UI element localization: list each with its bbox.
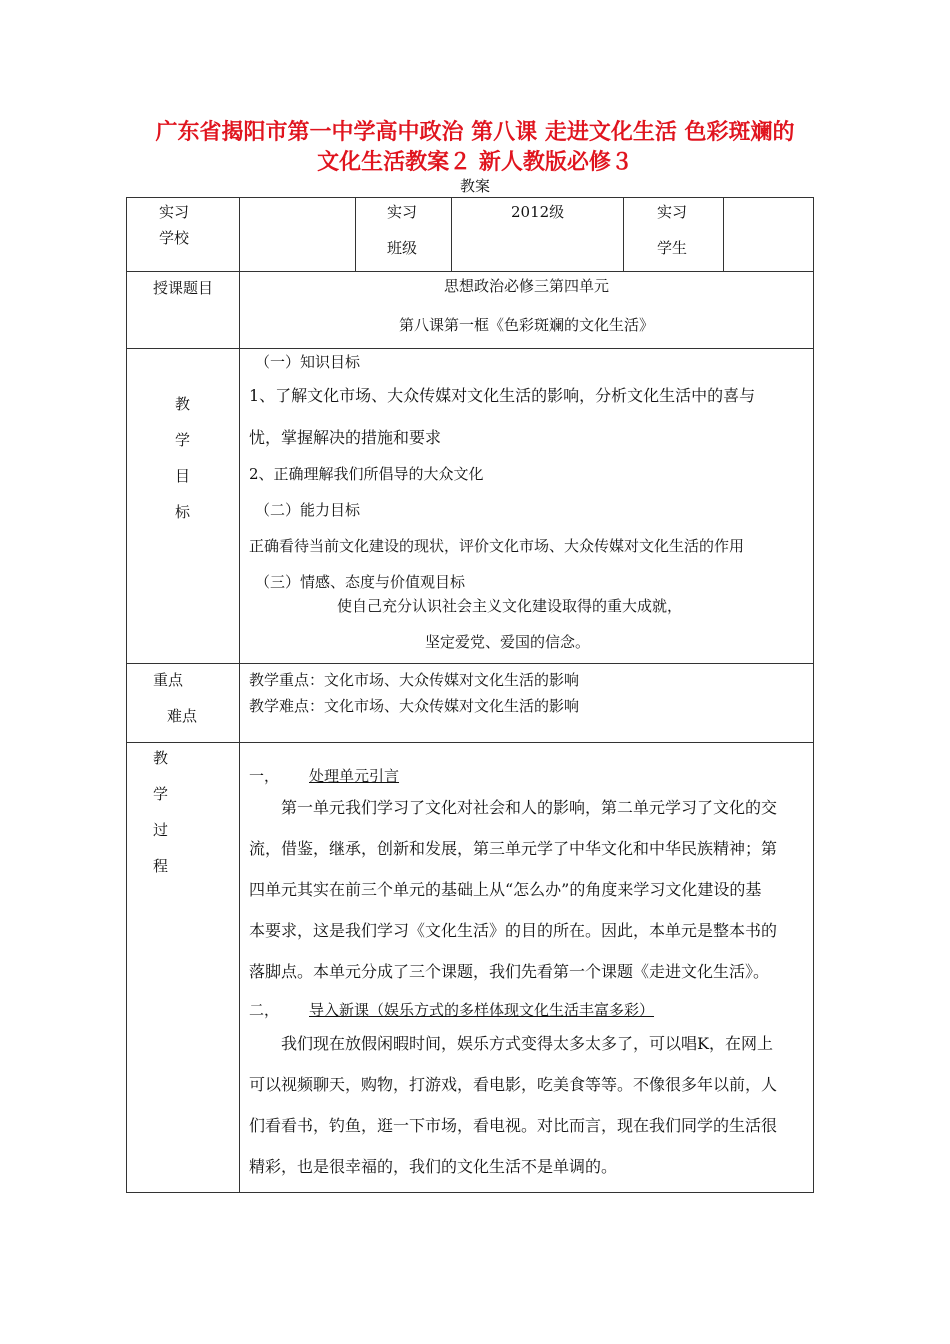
column-divider	[239, 198, 240, 1192]
section-1-title: 处理单元引言	[309, 767, 400, 785]
paragraph-2-line: 们看看书，钓鱼，逛一下市场，看电视。对比而言，现在我们同学的生活很	[249, 1116, 778, 1135]
process-label-char: 学	[153, 785, 169, 803]
paragraph-2-line: 我们现在放假闲暇时间，娱乐方式变得太多太多了，可以唱K，在网上	[281, 1034, 773, 1053]
emotion-line-2: 坚定爱党、爱国的信念。	[425, 633, 591, 651]
column-divider	[451, 198, 452, 271]
topic-label: 授课题目	[153, 279, 214, 297]
topic-line-1: 思想政治必修三第四单元	[443, 277, 609, 295]
difficult-point-text: 教学难点：文化市场、大众传媒对文化生活的影响	[249, 697, 580, 715]
title-line-2: 文化生活教案２ 新人教版必修３	[317, 150, 633, 175]
row-divider	[127, 663, 813, 664]
section-2-number: 二，	[249, 1001, 280, 1019]
goals-label-char: 教	[175, 395, 191, 413]
paragraph-2-line: 精彩，也是很幸福的，我们的文化生活不是单调的。	[249, 1157, 618, 1176]
column-divider	[623, 198, 624, 271]
knowledge-heading: （一）知识目标	[255, 353, 361, 371]
key-point-text: 教学重点：文化市场、大众传媒对文化生活的影响	[249, 671, 580, 689]
section-2-title: 导入新课（娱乐方式的多样体现文化生活丰富多彩）	[309, 1001, 655, 1019]
title-line-1: 广东省揭阳市第一中学高中政治 第八课 走进文化生活 色彩斑斓的	[155, 120, 795, 145]
column-divider	[723, 198, 724, 271]
student-label-line2: 学生	[657, 239, 688, 257]
class-label-line1: 实习	[387, 203, 418, 221]
school-label-line2: 学校	[159, 229, 190, 247]
class-value: 2012级	[511, 203, 565, 221]
lesson-plan-table	[126, 197, 814, 1193]
process-label-char: 教	[153, 749, 169, 767]
paragraph-1-line: 流，借鉴，继承，创新和发展，第三单元学了中华文化和中华民族精神；第	[249, 839, 778, 858]
row-divider	[127, 348, 813, 349]
knowledge-item-1-line1: 1、了解文化市场、大众传媒对文化生活的影响，分析文化生活中的喜与	[249, 386, 756, 405]
knowledge-item-1-line2: 忧，掌握解决的措施和要求	[249, 428, 442, 447]
section-1-number: 一，	[249, 767, 280, 785]
paragraph-2-line: 可以视频聊天，购物，打游戏，看电影，吃美食等等。不像很多年以前，人	[249, 1075, 778, 1094]
document-title	[0, 118, 950, 178]
keypoint-label-line1: 重点	[153, 671, 184, 689]
goals-label-char: 学	[175, 431, 191, 449]
column-divider	[355, 198, 356, 271]
process-label-char: 过	[153, 821, 169, 839]
goals-label-char: 标	[175, 503, 191, 521]
document-subtitle: 教案	[459, 177, 490, 195]
goals-label-char: 目	[175, 467, 191, 485]
ability-heading: （二）能力目标	[255, 501, 361, 519]
process-label-char: 程	[153, 857, 169, 875]
emotion-heading: （三）情感、态度与价值观目标	[255, 573, 466, 591]
paragraph-1-line: 本要求，这是我们学习《文化生活》的目的所在。因此，本单元是整本书的	[249, 921, 778, 940]
row-divider	[127, 271, 813, 272]
school-label-line1: 实习	[159, 203, 190, 221]
topic-line-2: 第八课第一框《色彩斑斓的文化生活》	[398, 316, 654, 334]
paragraph-1-line: 第一单元我们学习了文化对社会和人的影响，第二单元学习了文化的交	[281, 798, 778, 817]
emotion-line-1: 使自己充分认识社会主义文化建设取得的重大成就，	[337, 597, 683, 615]
row-divider	[127, 742, 813, 743]
class-label-line2: 班级	[387, 239, 418, 257]
knowledge-item-2: 2、正确理解我们所倡导的大众文化	[249, 465, 484, 483]
ability-text: 正确看待当前文化建设的现状，评价文化市场、大众传媒对文化生活的作用	[249, 537, 745, 555]
paragraph-1-line: 四单元其实在前三个单元的基础上从“怎么办”的角度来学习文化建设的基	[249, 880, 762, 899]
student-label-line1: 实习	[657, 203, 688, 221]
paragraph-1-line: 落脚点。本单元分成了三个课题，我们先看第一个课题《走进文化生活》。	[249, 962, 770, 981]
keypoint-label-line2: 难点	[167, 707, 198, 725]
